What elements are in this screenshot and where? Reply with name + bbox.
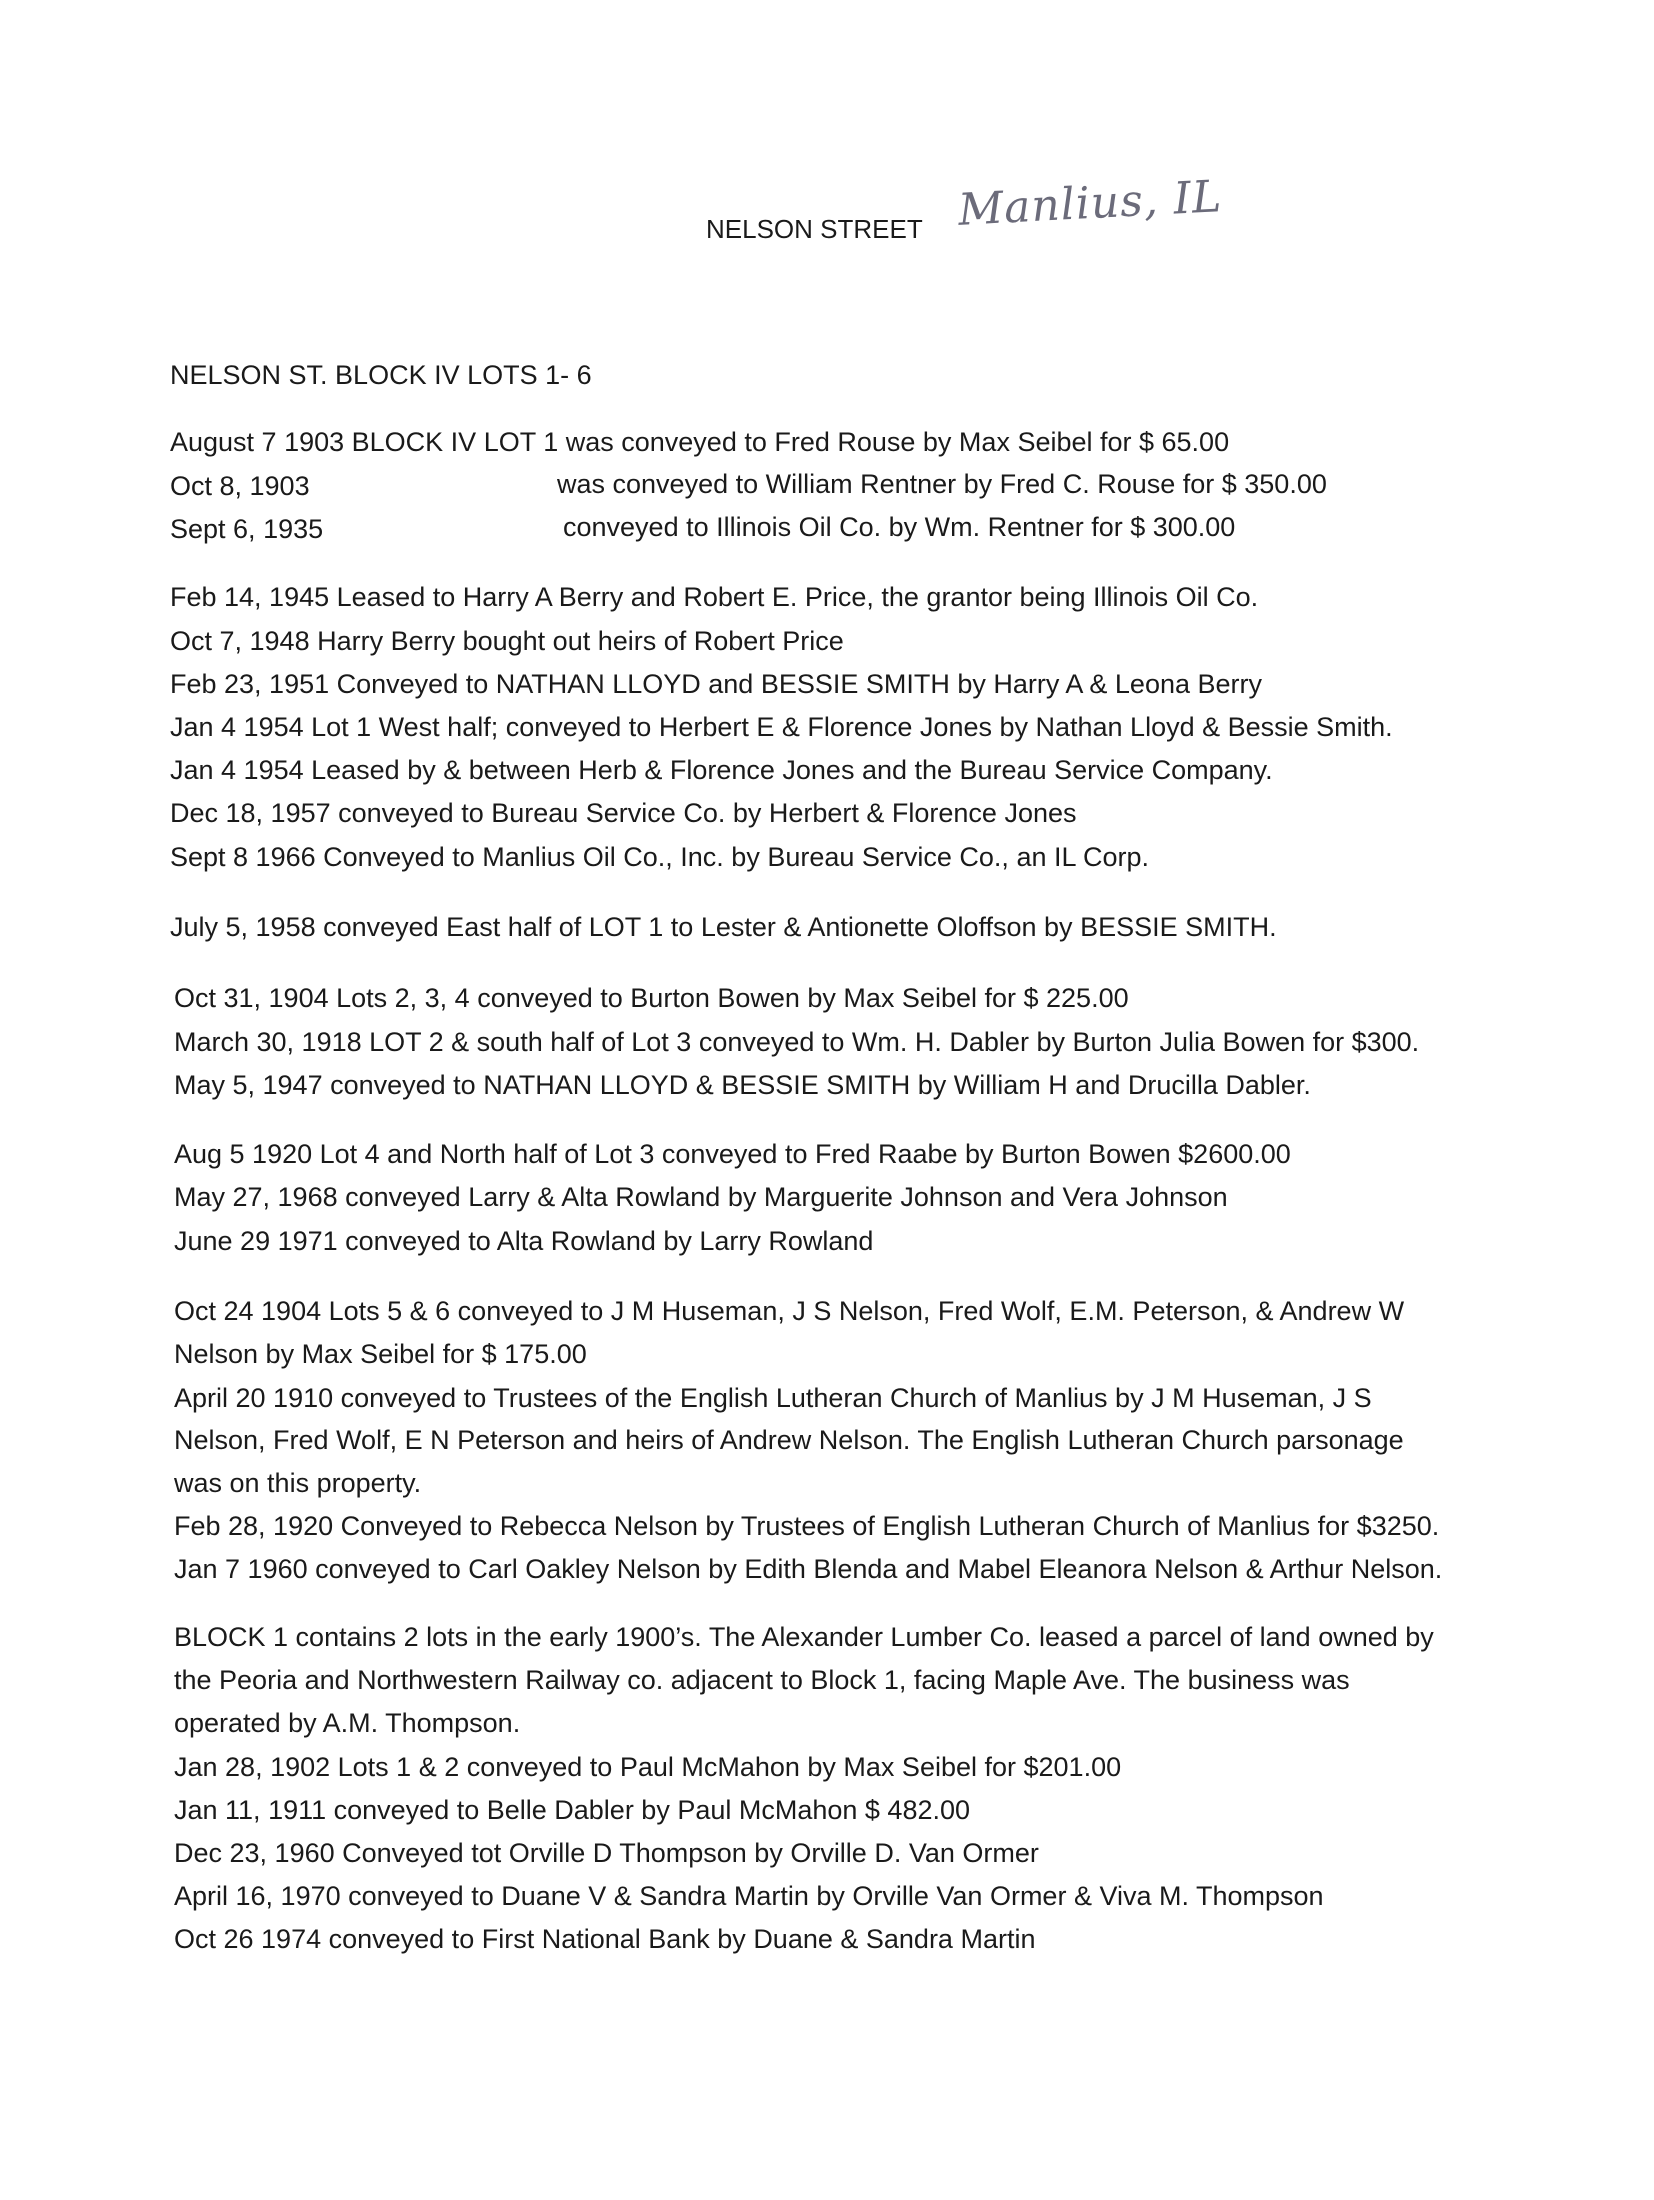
record-line: June 29 1971 conveyed to Alta Rowland by Larry Rowland [174, 1226, 874, 1256]
record-line: Feb 28, 1920 Conveyed to Rebecca Nelson by Trustees of English Lutheran Church of Manlius for $3250. [174, 1511, 1440, 1541]
record-line: August 7 1903 BLOCK IV LOT 1 was conveyed to Fred Rouse by Max Seibel for $ 65.00 [170, 427, 1230, 457]
record-line: Jan 7 1960 conveyed to Carl Oakley Nelson by Edith Blenda and Mabel Eleanora Nelson & Arthur Nelson. [174, 1554, 1443, 1584]
record-line: April 20 1910 conveyed to Trustees of the English Lutheran Church of Manlius by J M Huseman, J S [174, 1383, 1372, 1413]
record-line: March 30, 1918 LOT 2 & south half of Lot 3 conveyed to Wm. H. Dabler by Burton Julia Bowen for $300. [174, 1027, 1420, 1057]
record-line: Oct 26 1974 conveyed to First National Bank by Duane & Sandra Martin [174, 1924, 1036, 1954]
record-line: Oct 31, 1904 Lots 2, 3, 4 conveyed to Burton Bowen by Max Seibel for $ 225.00 [174, 983, 1129, 1013]
record-date: Sept 6, 1935 [170, 514, 324, 544]
record-date: Oct 8, 1903 [170, 471, 310, 501]
record-line: Feb 23, 1951 Conveyed to NATHAN LLOYD and BESSIE SMITH by Harry A & Leona Berry [170, 669, 1263, 699]
record-line: the Peoria and Northwestern Railway co. adjacent to Block 1, facing Maple Ave. The business was [174, 1665, 1350, 1695]
record-line: was on this property. [174, 1468, 422, 1498]
record-line: Dec 23, 1960 Conveyed tot Orville D Thompson by Orville D. Van Ormer [174, 1838, 1039, 1868]
record-line: Jan 4 1954 Leased by & between Herb & Florence Jones and the Bureau Service Company. [170, 755, 1273, 785]
record-line: May 27, 1968 conveyed Larry & Alta Rowland by Marguerite Johnson and Vera Johnson [174, 1182, 1228, 1212]
record-line: July 5, 1958 conveyed East half of LOT 1 to Lester & Antionette Oloffson by BESSIE SMITH. [170, 912, 1277, 942]
record-line: Oct 24 1904 Lots 5 & 6 conveyed to J M Huseman, J S Nelson, Fred Wolf, E.M. Peterson, & Andrew W [174, 1296, 1405, 1326]
record-line: BLOCK 1 contains 2 lots in the early 1900’s. The Alexander Lumber Co. leased a parcel of land owned by [174, 1622, 1434, 1652]
record-line: Sept 8 1966 Conveyed to Manlius Oil Co., Inc. by Bureau Service Co., an IL Corp. [170, 842, 1150, 872]
record-line: Oct 7, 1948 Harry Berry bought out heirs of Robert Price [170, 626, 844, 656]
record-line: May 5, 1947 conveyed to NATHAN LLOYD & BESSIE SMITH by William H and Drucilla Dabler. [174, 1070, 1311, 1100]
record-line: Jan 11, 1911 conveyed to Belle Dabler by Paul McMahon $ 482.00 [174, 1795, 971, 1825]
record-line: Nelson by Max Seibel for $ 175.00 [174, 1339, 587, 1369]
record-line: was conveyed to William Rentner by Fred C. Rouse for $ 350.00 [557, 469, 1327, 499]
section-heading: NELSON ST. BLOCK IV LOTS 1- 6 [170, 360, 592, 390]
record-line: operated by A.M. Thompson. [174, 1708, 521, 1738]
document-title: NELSON STREET [706, 214, 923, 244]
record-line: Jan 28, 1902 Lots 1 & 2 conveyed to Paul McMahon by Max Seibel for $201.00 [174, 1752, 1122, 1782]
record-line: Aug 5 1920 Lot 4 and North half of Lot 3 conveyed to Fred Raabe by Burton Bowen $2600.00 [174, 1139, 1291, 1169]
record-line: Feb 14, 1945 Leased to Harry A Berry and Robert E. Price, the grantor being Illinois Oil Co. [170, 582, 1259, 612]
record-line: conveyed to Illinois Oil Co. by Wm. Rentner for $ 300.00 [563, 512, 1236, 542]
record-line: Dec 18, 1957 conveyed to Bureau Service Co. by Herbert & Florence Jones [170, 798, 1077, 828]
record-line: Jan 4 1954 Lot 1 West half; conveyed to Herbert E & Florence Jones by Nathan Lloyd & Bessie Smith. [170, 712, 1393, 742]
record-line: Nelson, Fred Wolf, E N Peterson and heirs of Andrew Nelson. The English Lutheran Church parsonage [174, 1425, 1404, 1455]
record-line: April 16, 1970 conveyed to Duane V & Sandra Martin by Orville Van Ormer & Viva M. Thompson [174, 1881, 1324, 1911]
handwritten-location-note: Manlius, IL [956, 171, 1224, 236]
